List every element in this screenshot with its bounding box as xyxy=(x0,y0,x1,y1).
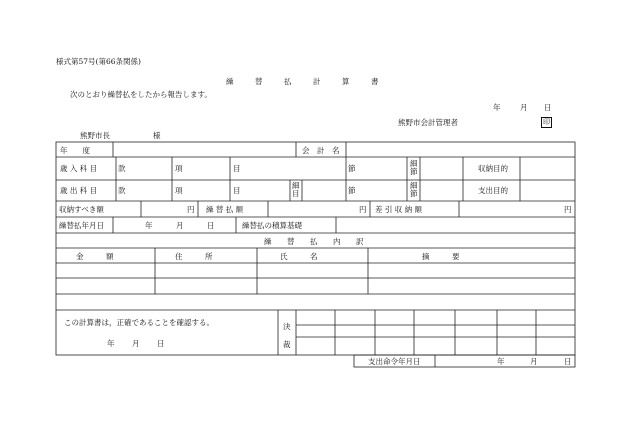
expenditure-kou-label: 項 xyxy=(175,186,183,195)
revenue-kou-label: 項 xyxy=(175,164,183,173)
intro-text: 次のとおり繰替払をしたから報告します。 xyxy=(70,90,212,99)
revenue-saisetsu-label: 細節 xyxy=(410,159,418,176)
confirm-text: この計算書は，正確であることを確認する。 xyxy=(64,318,214,327)
details-header: 繰 替 払 内 訳 xyxy=(264,237,368,246)
expenditure-purpose-label: 支出目的 xyxy=(478,186,508,195)
addressee-name: 熊野市長 xyxy=(80,131,110,140)
reimbursement-date-label: 繰替払年月日 xyxy=(59,221,104,230)
expenditure-saimoku-label: 細目 xyxy=(292,181,300,198)
col-address-header: 住 所 xyxy=(175,252,213,261)
col-name-header: 氏 名 xyxy=(280,252,318,261)
reimbursement-date-year: 年 xyxy=(145,221,153,230)
reporter-title: 熊野市会計管理者 xyxy=(398,118,458,127)
payment-order-date-month: 月 xyxy=(530,357,538,366)
expenditure-saisetsu-label: 細節 xyxy=(410,181,418,198)
col-summary-header: 摘 要 xyxy=(422,252,460,261)
expenditure-kan-label: 款 xyxy=(118,186,126,195)
reimbursement-amount-label: 繰 替 払 額 xyxy=(206,205,244,214)
fiscal-year-label: 年 度 xyxy=(60,146,90,155)
expenditure-item-label: 歳 出 科 目 xyxy=(60,186,98,195)
net-receipt-yen: 円 xyxy=(564,205,572,214)
calc-basis-label: 繰替払の積算基礎 xyxy=(242,221,302,230)
revenue-purpose-label: 収納目的 xyxy=(478,164,508,173)
payment-order-date-year: 年 xyxy=(497,357,505,366)
confirm-date-month: 月 xyxy=(132,339,140,348)
col-amount-header: 金 額 xyxy=(76,252,114,261)
addressee-honorific: 様 xyxy=(153,131,161,140)
reimbursement-date-month: 月 xyxy=(176,221,184,230)
form-number: 様式第57号(第66条関係) xyxy=(56,57,141,66)
report-date-day: 日 xyxy=(544,103,552,112)
reimbursement-amount-yen: 円 xyxy=(359,205,367,214)
confirm-date-year: 年 xyxy=(107,339,115,348)
confirm-date-day: 日 xyxy=(157,339,165,348)
seal-box: 印 xyxy=(543,118,550,126)
payment-order-date-label: 支出命令年月日 xyxy=(368,357,421,366)
document-title: 繰 替 払 計 算 書 xyxy=(226,77,386,86)
expenditure-setsu-label: 節 xyxy=(348,186,356,195)
amount-receivable-yen: 円 xyxy=(187,205,195,214)
report-date-year: 年 xyxy=(493,103,501,112)
revenue-item-label: 歳 入 科 目 xyxy=(60,164,98,173)
amount-receivable-label: 収納すべき額 xyxy=(59,205,104,214)
expenditure-moku-label: 目 xyxy=(233,186,241,195)
decision-label: 決裁 xyxy=(283,322,291,349)
revenue-setsu-label: 節 xyxy=(348,164,356,173)
accountant-name-label: 会 計 名 xyxy=(302,146,340,155)
net-receipt-label: 差 引 収 納 額 xyxy=(375,205,423,214)
report-date-month: 月 xyxy=(520,103,528,112)
revenue-kan-label: 款 xyxy=(118,164,126,173)
reimbursement-date-day: 日 xyxy=(207,221,215,230)
revenue-moku-label: 目 xyxy=(233,164,241,173)
payment-order-date-day: 日 xyxy=(564,357,572,366)
